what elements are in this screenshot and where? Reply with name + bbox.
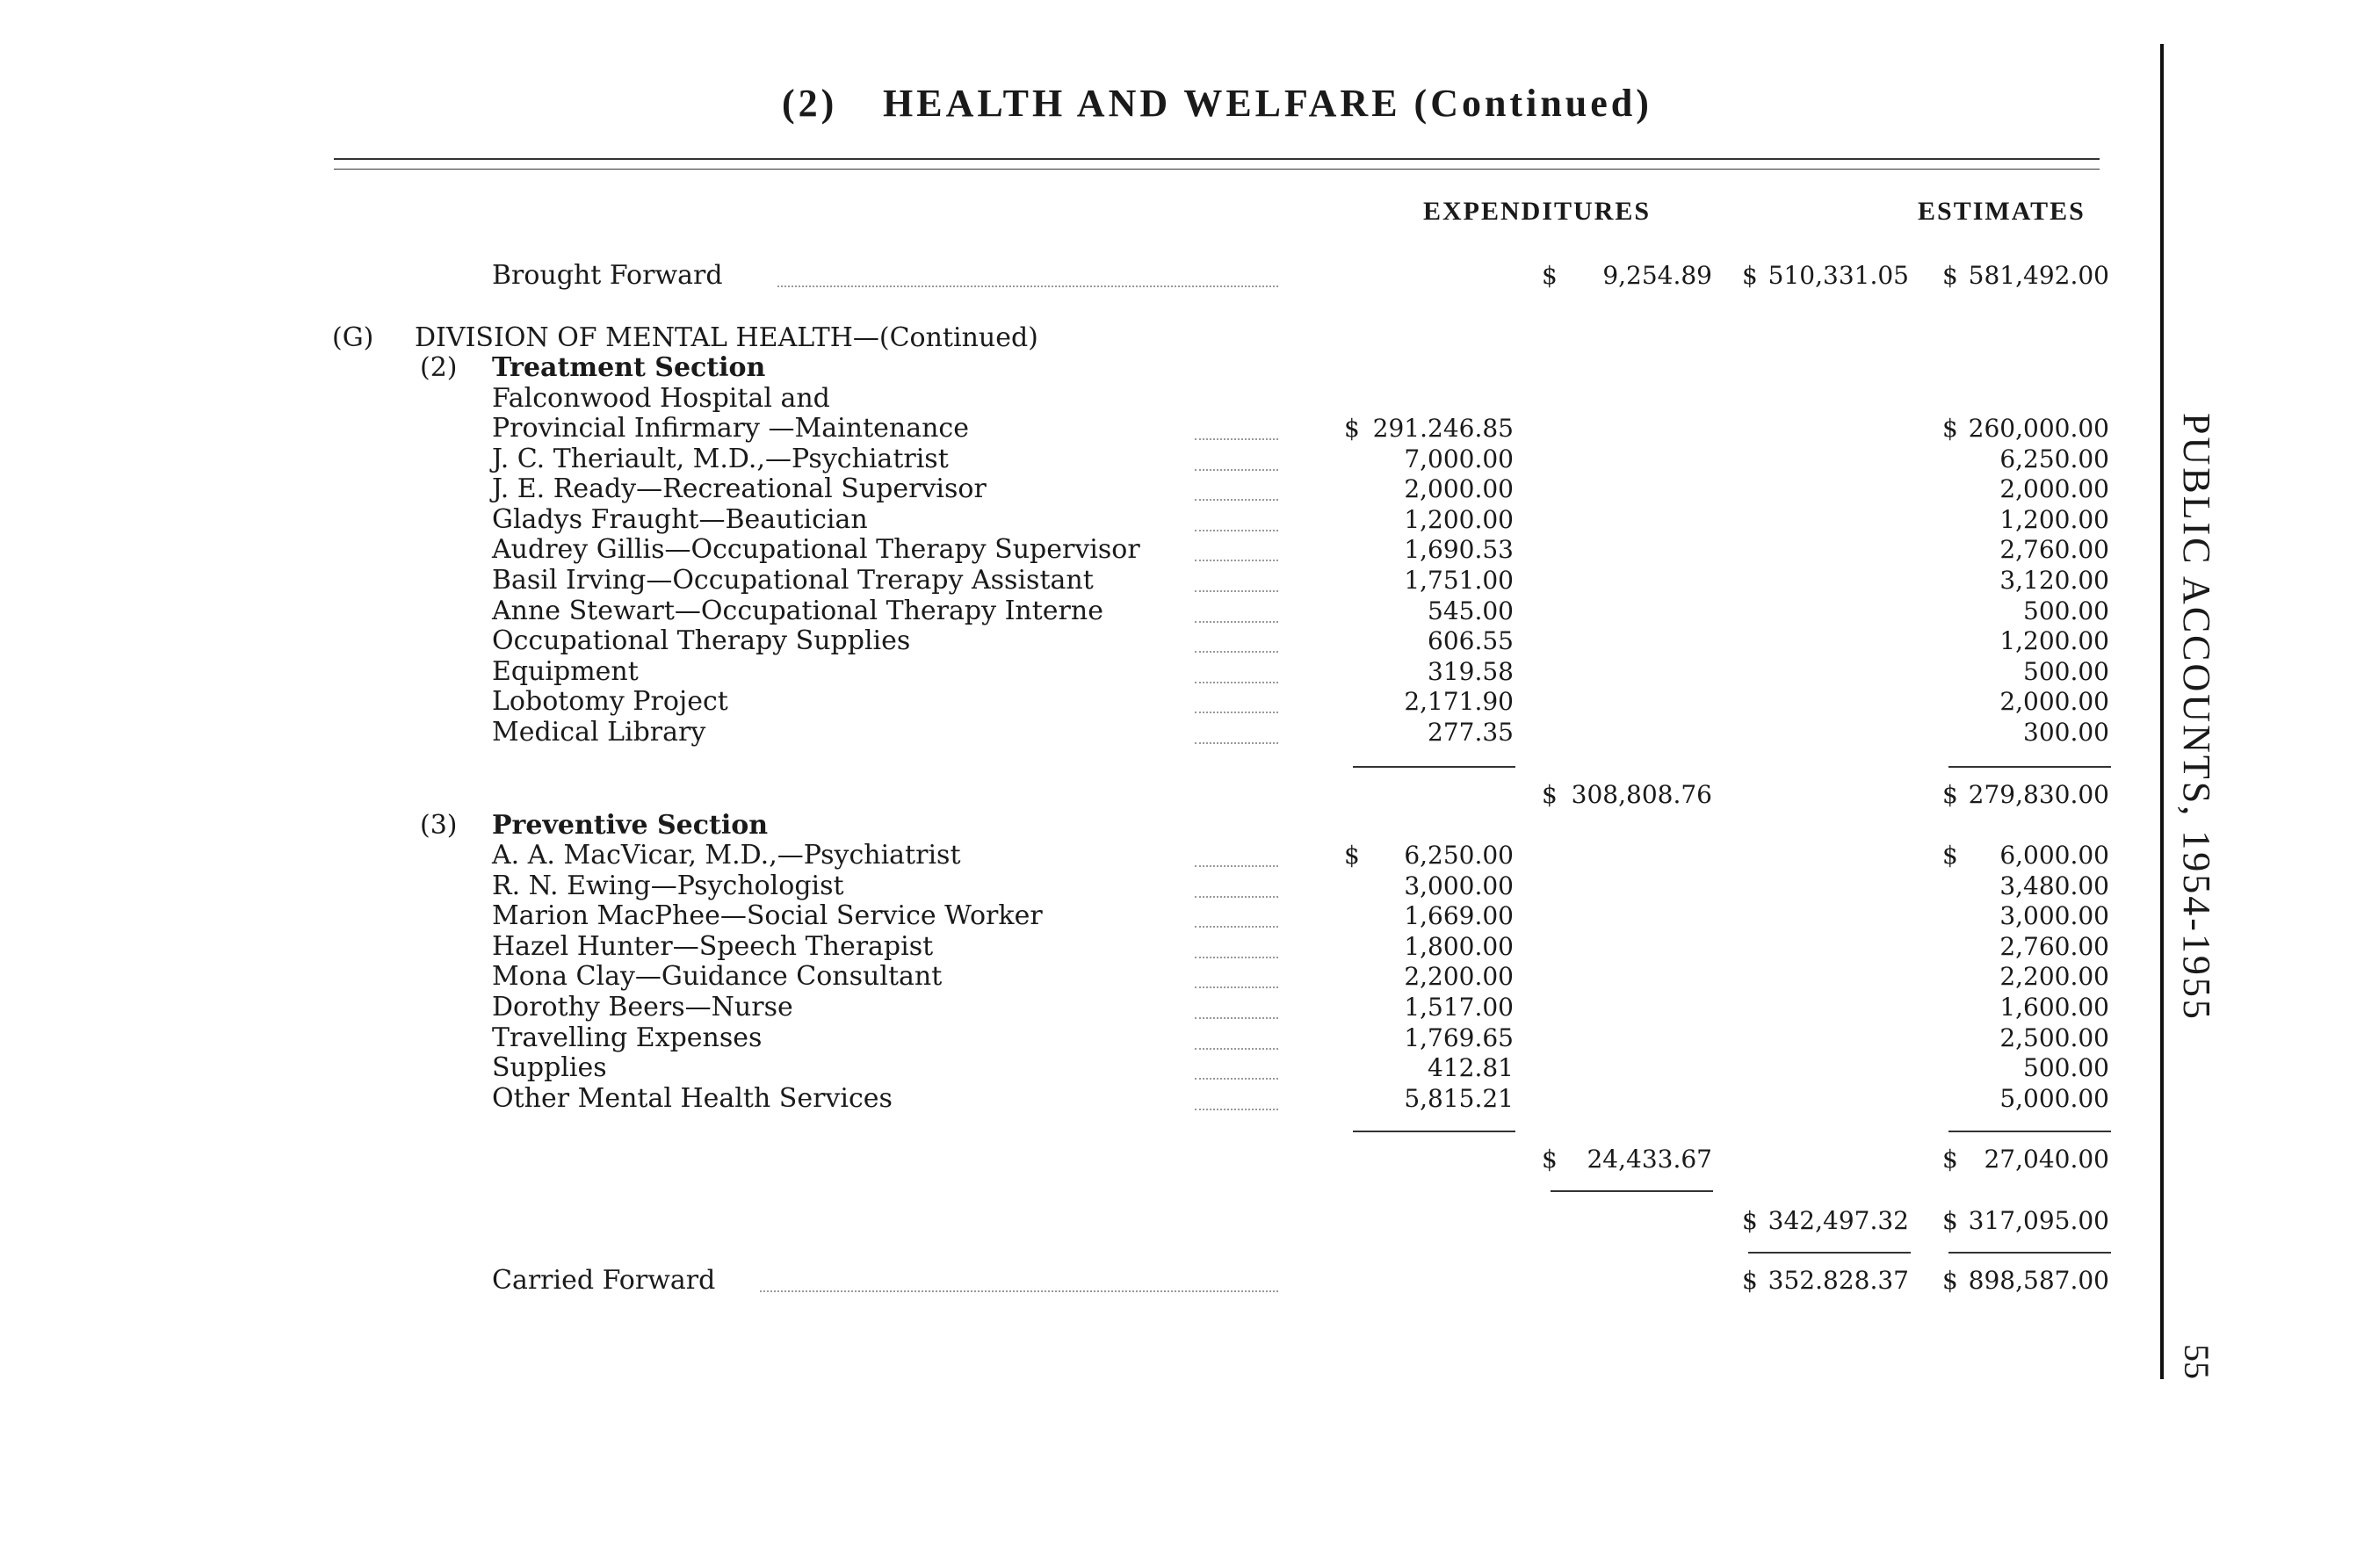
preventive-subtotal-est: 27,040.00	[1984, 1145, 2109, 1174]
row-label: R. N. Ewing—Psychologist	[492, 870, 844, 901]
margin-rule	[2160, 44, 2164, 1379]
currency-sign: $	[1542, 261, 1558, 290]
row-label: Provincial Infirmary —Maintenance	[492, 413, 969, 444]
heading-rule-bottom	[334, 169, 2100, 170]
leader-line	[1195, 651, 1278, 653]
row-estimate: 500.00	[2023, 1053, 2109, 1083]
side-title-text: PUBLIC ACCOUNTS, 1954-1955	[2175, 413, 2218, 1022]
row-estimate: 3,120.00	[1999, 566, 2109, 595]
row-expenditure: 291.246.85	[1372, 414, 1514, 443]
title-text: HEALTH AND WELFARE (Continued)	[883, 82, 1652, 125]
leader-line	[1195, 926, 1278, 928]
treatment-exp-underline	[1353, 766, 1515, 768]
leader-line	[1195, 1048, 1278, 1050]
carried-forward-label: Carried Forward	[492, 1265, 716, 1296]
row-label: Basil Irving—Occupational Trerapy Assistant	[492, 565, 1094, 596]
page-number-text: 55	[2177, 1344, 2216, 1379]
row-estimate: 3,000.00	[1999, 901, 2109, 931]
currency-sign: $	[1942, 261, 1958, 290]
row-label: Occupational Therapy Supplies	[492, 625, 911, 657]
preventive-subtotal-exp: 24,433.67	[1587, 1145, 1712, 1174]
currency-sign: $	[1942, 1145, 1958, 1174]
row-estimate: 5,000.00	[1999, 1083, 2109, 1113]
currency-sign: $	[1942, 841, 1958, 870]
leader-line	[1195, 560, 1278, 561]
row-estimate: 2,760.00	[1999, 931, 2109, 961]
leader-line	[1195, 957, 1278, 958]
leader-line	[1195, 530, 1278, 531]
currency-sign: $	[1344, 414, 1360, 443]
row-estimate: 300.00	[2023, 718, 2109, 747]
row-expenditure: 1,200.00	[1404, 504, 1514, 534]
leader-line	[1195, 499, 1278, 501]
leader-line	[1195, 438, 1278, 440]
currency-sign: $	[1344, 841, 1360, 870]
row-expenditure: 277.35	[1428, 718, 1514, 747]
row-estimate: 1,600.00	[1999, 993, 2109, 1022]
preventive-subtotal-underline	[1551, 1190, 1713, 1192]
row-estimate: 2,000.00	[1999, 687, 2109, 717]
leader-line	[1195, 1109, 1278, 1110]
leader-line	[760, 1290, 1278, 1292]
row-label: Medical Library	[492, 717, 706, 748]
row-expenditure: 1,800.00	[1404, 931, 1514, 961]
leader-line	[1195, 469, 1278, 471]
treatment-intro: Falconwood Hospital and	[492, 383, 830, 414]
currency-sign: $	[1542, 780, 1558, 809]
leader-line	[1195, 621, 1278, 623]
row-expenditure: 7,000.00	[1404, 444, 1514, 473]
row-expenditure: 1,751.00	[1404, 566, 1514, 595]
division-total-exp: 342,497.32	[1768, 1206, 1909, 1235]
preventive-est-underline	[1948, 1131, 2111, 1132]
treatment-subtotal-est: 279,830.00	[1968, 780, 2109, 809]
brought-forward-exp-grand: 510,331.05	[1768, 261, 1909, 290]
brought-forward-label: Brought Forward	[492, 260, 723, 291]
leader-line	[1195, 1017, 1278, 1019]
row-estimate: 6,250.00	[1999, 444, 2109, 473]
division-total-underline	[1748, 1252, 1911, 1254]
treatment-number: (2)	[420, 352, 458, 383]
row-label: J. E. Ready—Recreational Supervisor	[492, 473, 987, 505]
division-total-est-underline	[1948, 1252, 2111, 1254]
currency-sign: $	[1742, 1206, 1758, 1235]
leader-line	[1195, 712, 1278, 713]
row-estimate: 500.00	[2023, 656, 2109, 686]
row-estimate: 2,000.00	[1999, 474, 2109, 504]
row-expenditure: 2,000.00	[1404, 474, 1514, 504]
row-expenditure: 545.00	[1428, 596, 1514, 625]
row-estimate: 500.00	[2023, 596, 2109, 625]
heading-rule-top	[334, 158, 2100, 160]
title-number: (2)	[782, 82, 838, 125]
leader-line	[1195, 865, 1278, 867]
row-expenditure: 1,669.00	[1404, 901, 1514, 931]
division-label: DIVISION OF MENTAL HEALTH—(Continued)	[415, 322, 1038, 353]
currency-sign: $	[1942, 1206, 1958, 1235]
row-estimate: 2,200.00	[1999, 962, 2109, 992]
leader-line	[1195, 1078, 1278, 1080]
treatment-est-underline	[1948, 766, 2111, 768]
currency-sign: $	[1742, 1266, 1758, 1295]
page-number	[2179, 1344, 2231, 1397]
currency-sign: $	[1542, 1145, 1558, 1174]
row-estimate: 260,000.00	[1968, 414, 2109, 443]
leader-line	[1195, 590, 1278, 592]
currency-sign: $	[1742, 261, 1758, 290]
division-total-est: 317,095.00	[1968, 1206, 2109, 1235]
carried-forward-est: 898,587.00	[1968, 1266, 2109, 1295]
row-label: Equipment	[492, 655, 639, 687]
row-estimate: 1,200.00	[1999, 504, 2109, 534]
row-label: Travelling Expenses	[492, 1022, 763, 1053]
row-expenditure: 2,171.90	[1404, 687, 1514, 717]
currency-sign: $	[1942, 1266, 1958, 1295]
row-expenditure: 6,250.00	[1404, 841, 1514, 870]
row-expenditure: 1,690.53	[1404, 535, 1514, 565]
row-label: Anne Stewart—Occupational Therapy Interne	[492, 595, 1103, 626]
row-label: Marion MacPhee—Social Service Worker	[492, 900, 1043, 932]
row-label: J. C. Theriault, M.D.,—Psychiatrist	[492, 443, 949, 474]
row-label: Gladys Fraught—Beautician	[492, 503, 868, 535]
row-expenditure: 3,000.00	[1404, 871, 1514, 900]
row-estimate: 1,200.00	[1999, 626, 2109, 656]
row-label: Lobotomy Project	[492, 686, 728, 718]
currency-sign: $	[1942, 414, 1958, 443]
row-label: Mona Clay—Guidance Consultant	[492, 961, 943, 993]
preventive-title: Preventive Section	[492, 810, 769, 841]
row-label: A. A. MacVicar, M.D.,—Psychiatrist	[492, 840, 961, 871]
row-expenditure: 412.81	[1428, 1053, 1514, 1083]
leader-line	[1195, 742, 1278, 744]
leader-line	[1195, 986, 1278, 988]
carried-forward-exp: 352.828.37	[1768, 1266, 1909, 1295]
row-label: Supplies	[492, 1052, 607, 1084]
division-code: (G)	[332, 322, 374, 353]
leader-line	[1195, 896, 1278, 898]
row-label: Other Mental Health Services	[492, 1082, 893, 1114]
treatment-subtotal-exp: 308,808.76	[1571, 780, 1712, 809]
preventive-exp-underline	[1353, 1131, 1515, 1132]
row-expenditure: 5,815.21	[1404, 1083, 1514, 1113]
row-estimate: 3,480.00	[1999, 871, 2109, 900]
row-estimate: 6,000.00	[1999, 841, 2109, 870]
row-expenditure: 606.55	[1428, 626, 1514, 656]
estimates-header: ESTIMATES	[1918, 197, 2086, 226]
row-expenditure: 1,769.65	[1404, 1022, 1514, 1052]
row-label: Hazel Hunter—Speech Therapist	[492, 930, 934, 962]
leader-line	[777, 285, 1278, 287]
side-title	[2175, 413, 2231, 1028]
row-expenditure: 1,517.00	[1404, 993, 1514, 1022]
brought-forward-exp-total: 9,254.89	[1602, 261, 1712, 290]
preventive-number: (3)	[420, 810, 458, 841]
row-expenditure: 2,200.00	[1404, 962, 1514, 992]
expenditures-header: EXPENDITURES	[1423, 197, 1652, 226]
row-estimate: 2,500.00	[1999, 1022, 2109, 1052]
row-expenditure: 319.58	[1428, 656, 1514, 686]
leader-line	[1195, 682, 1278, 683]
treatment-title: Treatment Section	[492, 352, 766, 383]
brought-forward-est: 581,492.00	[1968, 261, 2109, 290]
row-label: Dorothy Beers—Nurse	[492, 992, 793, 1022]
currency-sign: $	[1942, 780, 1958, 809]
row-estimate: 2,760.00	[1999, 535, 2109, 565]
row-label: Audrey Gillis—Occupational Therapy Supervisor	[492, 534, 1140, 566]
